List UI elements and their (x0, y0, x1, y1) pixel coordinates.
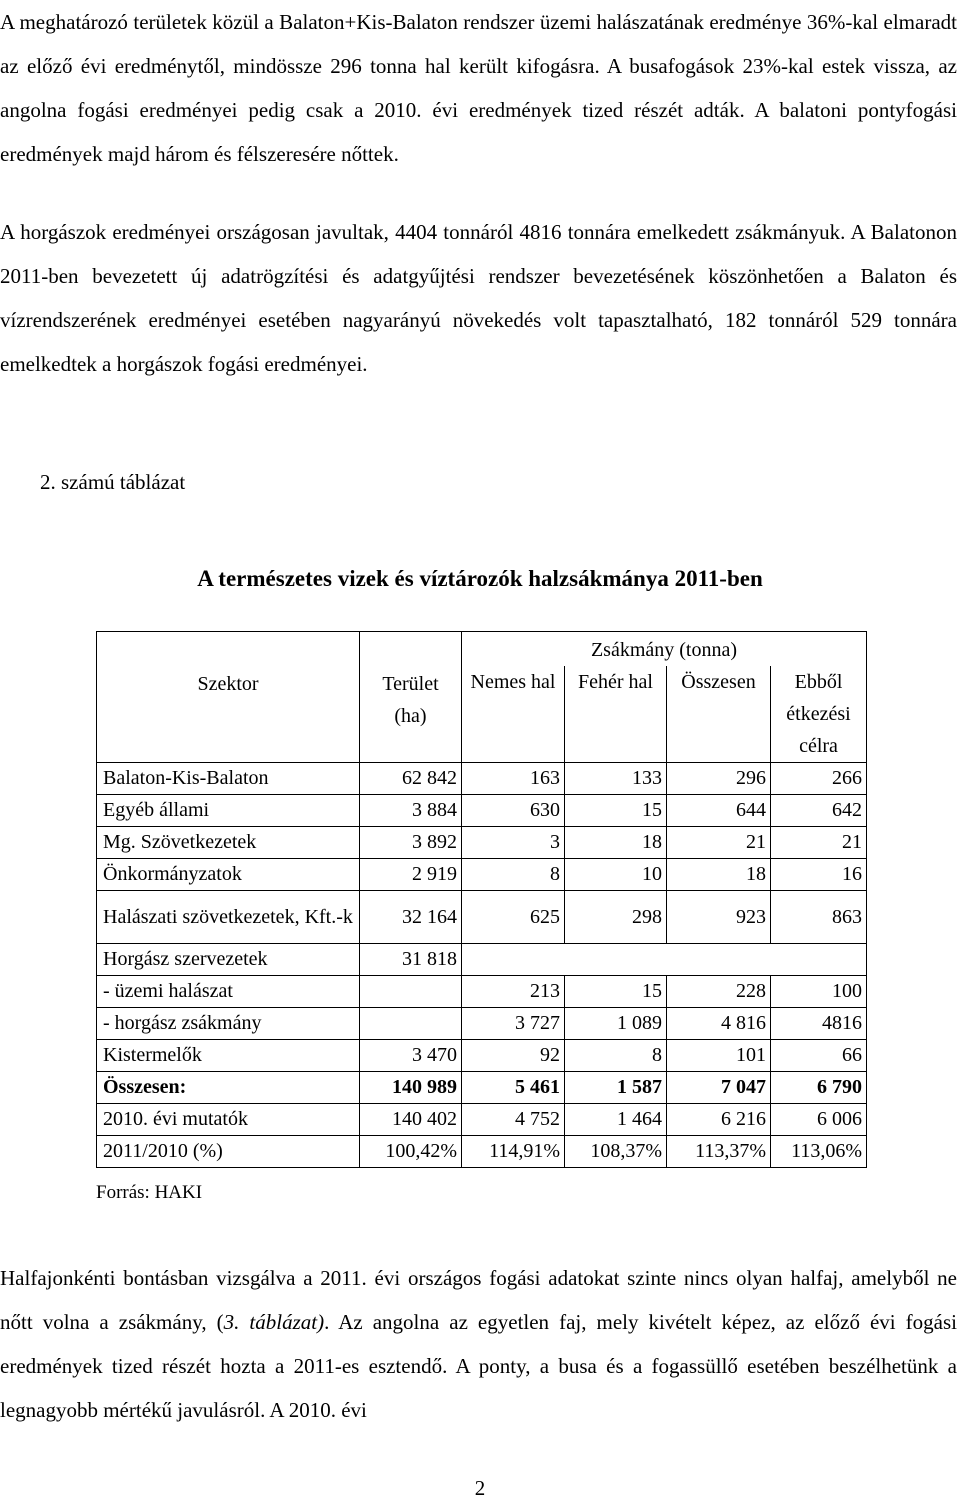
paragraph-intro: A meghatározó területek közül a Balaton+Kis-Balaton rendszer üzemi halászatának eredménye 36%-kal elmaradt az előző évi eredménytől, mindössze 296 tonna hal került kifogásra. A busafogások 23%-kal estek vissza, az angolna fogási eredményei pedig csak a 2010. évi eredmények tized részét adták. A balatoni pontyfogási eredmények majd három és félszeresére nőttek. (0, 10, 957, 166)
header-area: Terület (ha) (360, 632, 462, 763)
header-sector: Szektor (97, 632, 360, 763)
page-number: 2 (474, 1476, 486, 1500)
table-row: Egyéb állami 3 884 630 15 644 642 (97, 795, 867, 827)
header-total: Összesen (667, 666, 771, 763)
header-consumption: Ebből étkezési célra (771, 666, 867, 763)
table-source: Forrás: HAKI (96, 1182, 203, 1203)
table-number: 2. számú táblázat (40, 470, 186, 494)
table-row: - üzemi halászat 213 15 228 100 (97, 976, 867, 1008)
table-row: Mg. Szövetkezetek 3 892 3 18 21 21 (97, 827, 867, 859)
paragraph-species: Halfajonkénti bontásban vizsgálva a 2011. évi országos fogási adatokat szinte nincs olyan halfaj, amelyből ne nőtt volna a zsákmány, (3. táblázat). Az angolna az egyetlen faj, mely kivételt képez, az előző évi fogási eredmények tized részét hozta a 2011-es esztendő. A ponty, a busa és a fogassüllő esetében beszélhetünk a legnagyobb mértékű javulásról. A 2010. évi (0, 1266, 957, 1422)
header-catch-group: Zsákmány (tonna) (462, 632, 867, 667)
table-row: 2011/2010 (%) 100,42% 114,91% 108,37% 113,37% 113,06% (97, 1136, 867, 1168)
header-white: Fehér hal (565, 666, 667, 763)
table-row: Halászati szövetkezetek, Kft.-k 32 164 625 298 923 863 (97, 891, 867, 944)
catch-table (96, 631, 867, 1168)
paragraph-anglers: A horgászok eredményei országosan javultak, 4404 tonnáról 4816 tonnára emelkedett zsákmányuk. A Balatonon 2011-ben bevezetett új adatrögzítési és adatgyűjtési rendszer bevezetésének köszönhetően a Balaton és vízrendszerének eredményei esetében nagyarányú növekedés volt tapasztalható, 182 tonnáról 529 tonnára emelkedtek a horgászok fogási eredményei. (0, 220, 957, 376)
table-row: - horgász zsákmány 3 727 1 089 4 816 4816 (97, 1008, 867, 1040)
table-row: Horgász szervezetek 31 818 (97, 944, 867, 976)
table-row: Kistermelők 3 470 92 8 101 66 (97, 1040, 867, 1072)
table-title: A természetes vizek és víztározók halzsákmánya 2011-ben (197, 566, 763, 591)
header-noble: Nemes hal (462, 666, 565, 763)
table-row: 2010. évi mutatók 140 402 4 752 1 464 6 216 6 006 (97, 1104, 867, 1136)
table-row: Balaton-Kis-Balaton 62 842 163 133 296 266 (97, 763, 867, 795)
table-row-total: Összesen: 140 989 5 461 1 587 7 047 6 790 (97, 1072, 867, 1104)
table-row: Önkormányzatok 2 919 8 10 18 16 (97, 859, 867, 891)
